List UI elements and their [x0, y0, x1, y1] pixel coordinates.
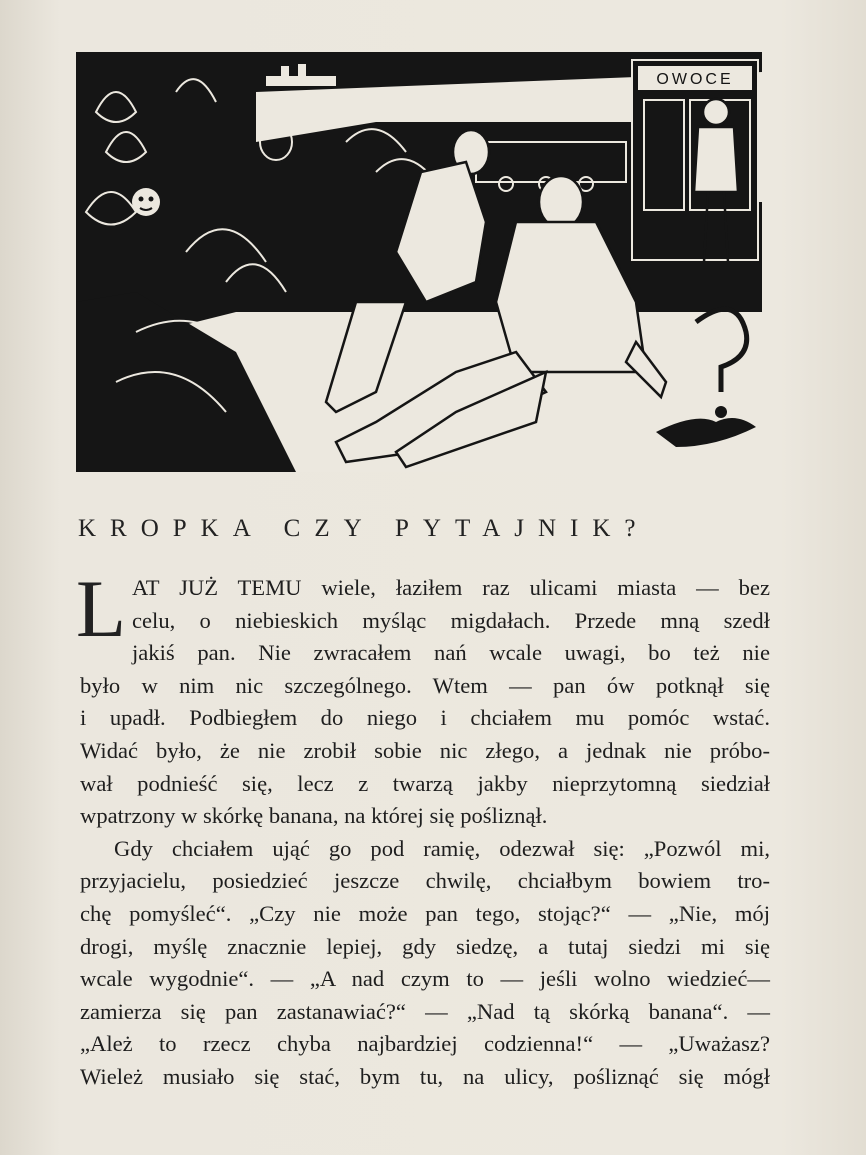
text-line: AT JUŻ TEMU wiele, łaziłem raz ulicami miasta — bez [132, 575, 770, 600]
text-line: i upadł. Podbiegłem do niego i chciałem mu pomóc wstać. [80, 705, 770, 731]
text-line: wpatrzony w skórkę banana, na której się pośliznął. [80, 803, 548, 829]
shop-sign: OWOCE [656, 71, 734, 88]
text-line: „Ależ to rzecz chyba najbardziej codzienna!“ — „Uważasz? [80, 1031, 770, 1057]
text-line: wcale wygodnie“. — „A nad czym to — jeśli wolno wiedzieć— [80, 966, 770, 992]
body-text [76, 563, 770, 1094]
text-line: drogi, myślę znacznie lepiej, gdy siedzę, a tutaj siedzi mi się [80, 933, 770, 959]
text-line: zamierza się pan zastanawiać?“ — „Nad tą skórką banana“. — [80, 998, 770, 1024]
text-line: przyjacielu, posiedzieć jeszcze chwilę, chciałbym bowiem tro- [80, 868, 770, 894]
woodcut-illustration [76, 52, 762, 472]
text-line: było w nim nic szczególnego. Wtem — pan ów potknął się [80, 672, 770, 698]
chapter-title: KROPKA CZY PYTAJNIK? [78, 515, 650, 542]
text-line: Gdy chciałem ująć go pod ramię, odezwał się: „Pozwól mi, [114, 835, 770, 861]
text-line: chę pomyśleć“. „Czy nie może pan tego, stojąc?“ — „Nie, mój [80, 900, 770, 926]
text-line: celu, o niebieskich myśląc migdałach. Przede mną szedł [132, 607, 770, 633]
text-line: wał podnieść się, lecz z twarzą jakby nieprzytomną siedział [80, 770, 770, 796]
text-line: Widać było, że nie zrobił sobie nic złego, a jednak nie próbo- [80, 737, 770, 763]
drop-cap: L [76, 563, 127, 654]
text-line: Wieleż musiało się stać, bym tu, na ulicy, pośliznąć się mógł [80, 1063, 770, 1089]
text-line: jakiś pan. Nie zwracałem nań wcale uwagi, bo też nie [132, 640, 770, 666]
